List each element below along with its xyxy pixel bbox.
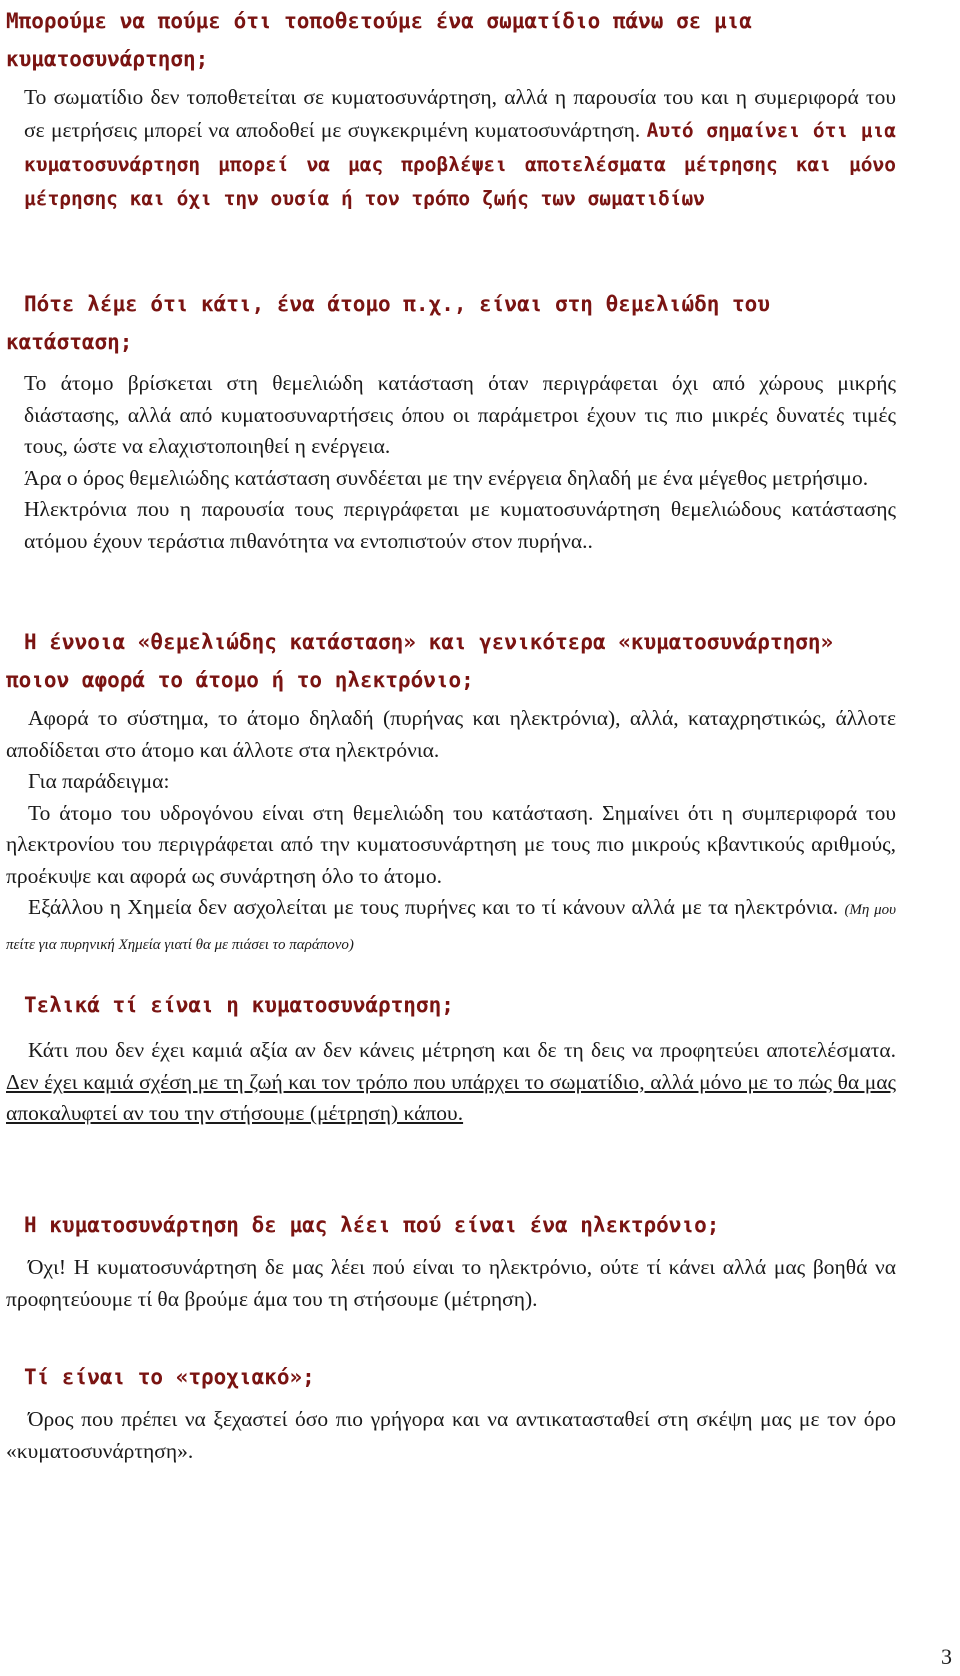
- section-body-1: [24, 82, 896, 216]
- section-3-paragraph: [6, 892, 896, 961]
- section-3-paragraph: Το άτομο του υδρογόνου είναι στη θεμελιώδη του κατάσταση. Σημαίνει ότι η συμπεριφορά του ηλεκτρονίου του περιγράφεται από την κυματοσυνάρτηση με τους πιο μικρούς κβαντικούς αριθμούς, προέκυψε και αφορά ως συνάρτηση όλο το άτομο.: [6, 800, 896, 888]
- section-body-2: [24, 368, 896, 557]
- section-heading-5: Η κυματοσυνάρτηση δε μας λέει πού είναι ένα ηλεκτρόνιο;: [24, 1213, 720, 1237]
- section-2-paragraph: Άρα ο όρος θεμελιώδης κατάσταση συνδέεται με την ενέργεια δηλαδή με ένα μέγεθος μετρήσιμο.: [24, 465, 869, 490]
- section-3-paragraph: Για παράδειγμα:: [28, 769, 170, 793]
- section-6-paragraph: Όρος που πρέπει να ξεχαστεί όσο πιο γρήγορα και να αντικατασταθεί στη σκέψη μας με τον όρο «κυματοσυνάρτηση».: [6, 1407, 896, 1463]
- section-heading-3: Η έννοια «θεμελιώδης κατάσταση» και γενικότερα «κυματοσυνάρτηση» ποιον αφορά το άτομο ή το ηλεκτρόνιο;: [6, 630, 834, 692]
- section-2-paragraph: Το άτομο βρίσκεται στη θεμελιώδη κατάσταση όταν περιγράφεται όχι από χώρους μικρής διάστασης, αλλά από κυματοσυναρτήσεις όπου οι παράμετροι έχουν τις πιο μικρές δυνατές τιμές τους, ώστε να ελαχιστοποιηθεί η ενέργεια.: [24, 371, 896, 458]
- section-body-3: [6, 703, 896, 961]
- section-heading-2: Πότε λέμε ότι κάτι, ένα άτομο π.χ., είναι στη θεμελιώδη του κατάσταση;: [6, 292, 770, 354]
- page-number: 3: [941, 1644, 952, 1669]
- section-body-1-emphasis: Αυτό σημαίνει ότι μια κυματοσυνάρτηση μπορεί να μας προβλέψει αποτελέσματα μέτρησης και μόνο μέτρησης και όχι την ουσία ή τον τρόπο ζωής των σωματιδίων: [24, 118, 897, 210]
- section-heading-1: Μπορούμε να πούμε ότι τοποθετούμε ένα σωματίδιο πάνω σε μια κυματοσυνάρτηση;: [6, 9, 752, 71]
- section-3-note: (Μη μου πείτε για πυρηνική Χημεία γιατί θα με πιάσει το παράπονο): [6, 902, 896, 953]
- section-heading-6: Τί είναι το «τροχιακό»;: [24, 1365, 315, 1389]
- section-body-6: [6, 1404, 896, 1467]
- section-3-paragraph: Αφορά το σύστημα, το άτομο δηλαδή (πυρήνας και ηλεκτρόνια), αλλά, καταχρηστικώς, άλλοτε αποδίδεται στο άτομο και άλλοτε στα ηλεκτρόνια.: [6, 706, 896, 762]
- section-body-4-text: Κάτι που δεν έχει καμιά αξία αν δεν κάνεις μέτρηση και δε τη δεις να προφητεύει αποτελέσματα.: [28, 1038, 896, 1062]
- section-body-4-underlined: Δεν έχει καμιά σχέση με τη ζωή και τον τρόπο που υπάρχει το σωματίδιο, αλλά μόνο με το πώς θα μας αποκαλυφτεί αν του την στήσουμε (μέτρηση) κάπου.: [6, 1069, 896, 1125]
- section-5-paragraph: Όχι! Η κυματοσυνάρτηση δε μας λέει πού είναι το ηλεκτρόνιο, ούτε τί κάνει αλλά μας βοηθά να προφητεύουμε τί θα βρούμε άμα του τη στήσουμε (μέτρηση).: [6, 1255, 896, 1311]
- section-heading-4: Τελικά τί είναι η κυματοσυνάρτηση;: [24, 993, 454, 1017]
- section-body-5: [6, 1252, 896, 1315]
- section-2-paragraph: Ηλεκτρόνια που η παρουσία τους περιγράφεται με κυματοσυνάρτηση θεμελιώδους κατάστασης ατόμου έχουν τεράστια πιθανότητα να εντοπιστούν στον πυρήνα..: [24, 497, 896, 553]
- section-3-last-text: Εξάλλου η Χημεία δεν ασχολείται με τους πυρήνες και το τί κάνουν αλλά με τα ηλεκτρόνια.: [28, 895, 839, 919]
- section-body-4: [6, 1035, 896, 1130]
- section-body-1-text: Το σωματίδιο δεν τοποθετείται σε κυματοσυνάρτηση, αλλά η παρουσία του και η συμεριφορά του σε μετρήσεις μπορεί να αποδοθεί με συγκεκριμένη κυματοσυνάρτηση.: [24, 85, 896, 142]
